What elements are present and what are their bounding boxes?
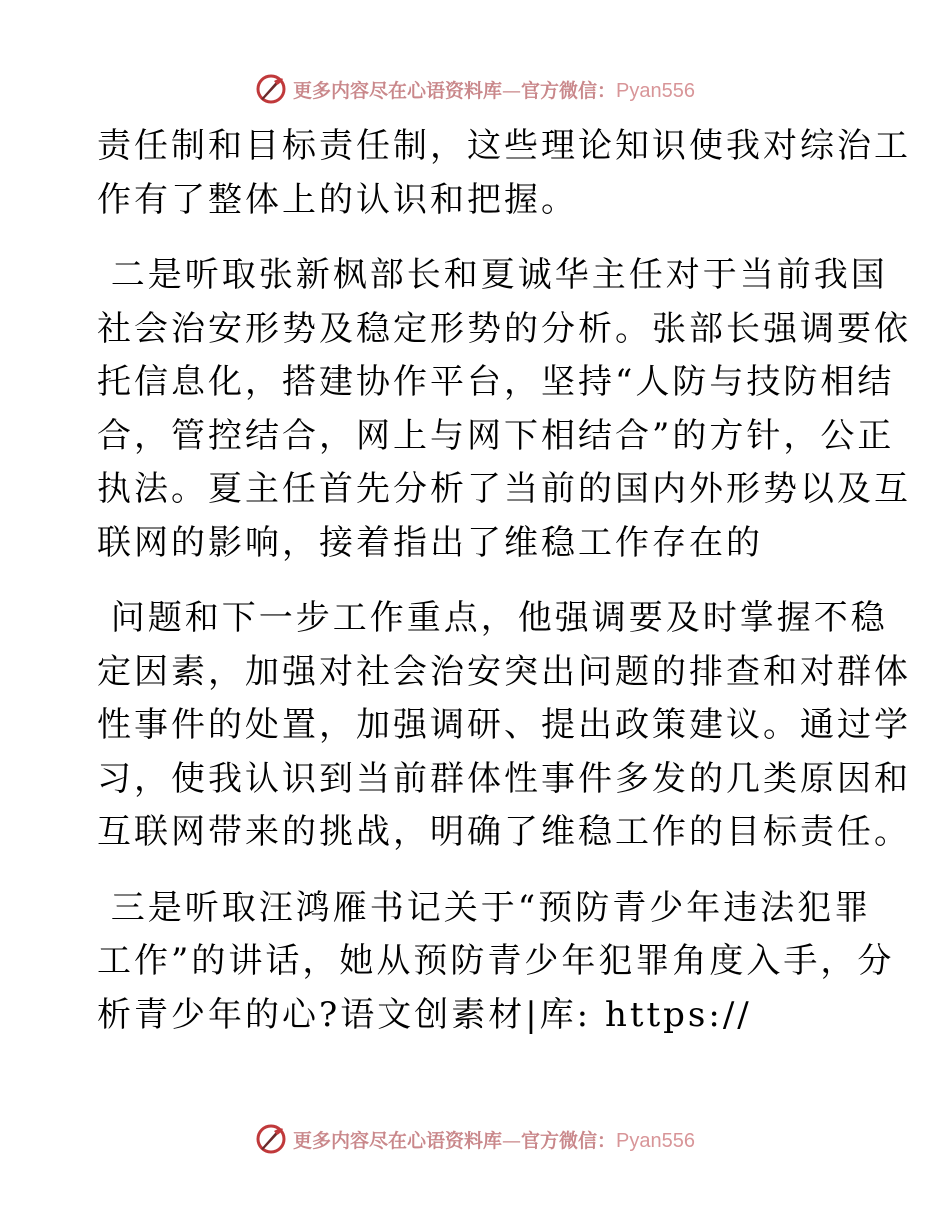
text-line: 互联网带来的挑战，明确了维稳工作的目标责任。: [97, 812, 911, 852]
paragraph-3: [97, 592, 911, 860]
paragraph-4: [97, 882, 895, 1043]
watermark-account: Pyan556: [616, 1129, 695, 1152]
watermark-account: Pyan556: [616, 79, 695, 102]
text-line: 性事件的处置，加强调研、提出政策建议。通过学: [97, 705, 911, 745]
text-line: 托信息化，搭建协作平台，坚持“人防与技防相结: [97, 362, 895, 402]
text-line: 问题和下一步工作重点，他强调要及时掌握不稳: [97, 598, 888, 638]
watermark-label: 官方微信：: [521, 79, 617, 102]
text-line: 作有了整体上的认识和把握。: [97, 179, 578, 220]
quill-pen-logo-icon: [255, 1123, 287, 1155]
text-line: 执法。夏主任首先分析了当前的国内外形势以及互: [97, 469, 911, 509]
text-line: 社会治安形势及稳定形势的分析。张部长强调要依: [97, 308, 911, 349]
watermark-text: [293, 76, 695, 103]
watermark-site: 更多内容尽在心语资料库: [293, 1129, 503, 1152]
text-line: 责任制和目标责任制，这些理论知识使我对综治工: [97, 126, 911, 166]
watermark-label: 官方微信：: [521, 1129, 617, 1152]
watermark-text: [293, 1126, 695, 1153]
text-line: 习，使我认识到当前群体性事件多发的几类原因和: [97, 758, 911, 799]
watermark-dash: —: [502, 1129, 522, 1152]
text-line: 合，管控结合，网上与网下相结合”的方针，公正: [97, 415, 895, 456]
text-line: 工作”的讲话，她从预防青少年犯罪角度入手，分: [97, 941, 895, 981]
text-line: 二是听取张新枫部长和夏诚华主任对于当前我国: [97, 255, 888, 295]
header-watermark: [0, 72, 950, 106]
watermark-dash: —: [502, 79, 522, 102]
paragraph-2: [97, 249, 911, 570]
quill-pen-logo-icon: [255, 73, 287, 105]
watermark-site: 更多内容尽在心语资料库: [293, 79, 503, 102]
text-line: 三是听取汪鸿雁书记关于“预防青少年违法犯罪: [97, 887, 872, 928]
paragraph-1: [97, 120, 911, 227]
text-line: 联网的影响，接着指出了维稳工作存在的: [97, 522, 763, 563]
text-line: 析青少年的心?语文创素材|库: https://: [97, 994, 752, 1035]
text-line: 定因素，加强对社会治安突出问题的排查和对群体: [97, 651, 911, 692]
document-body: [97, 120, 911, 1042]
footer-watermark: [0, 1122, 950, 1156]
